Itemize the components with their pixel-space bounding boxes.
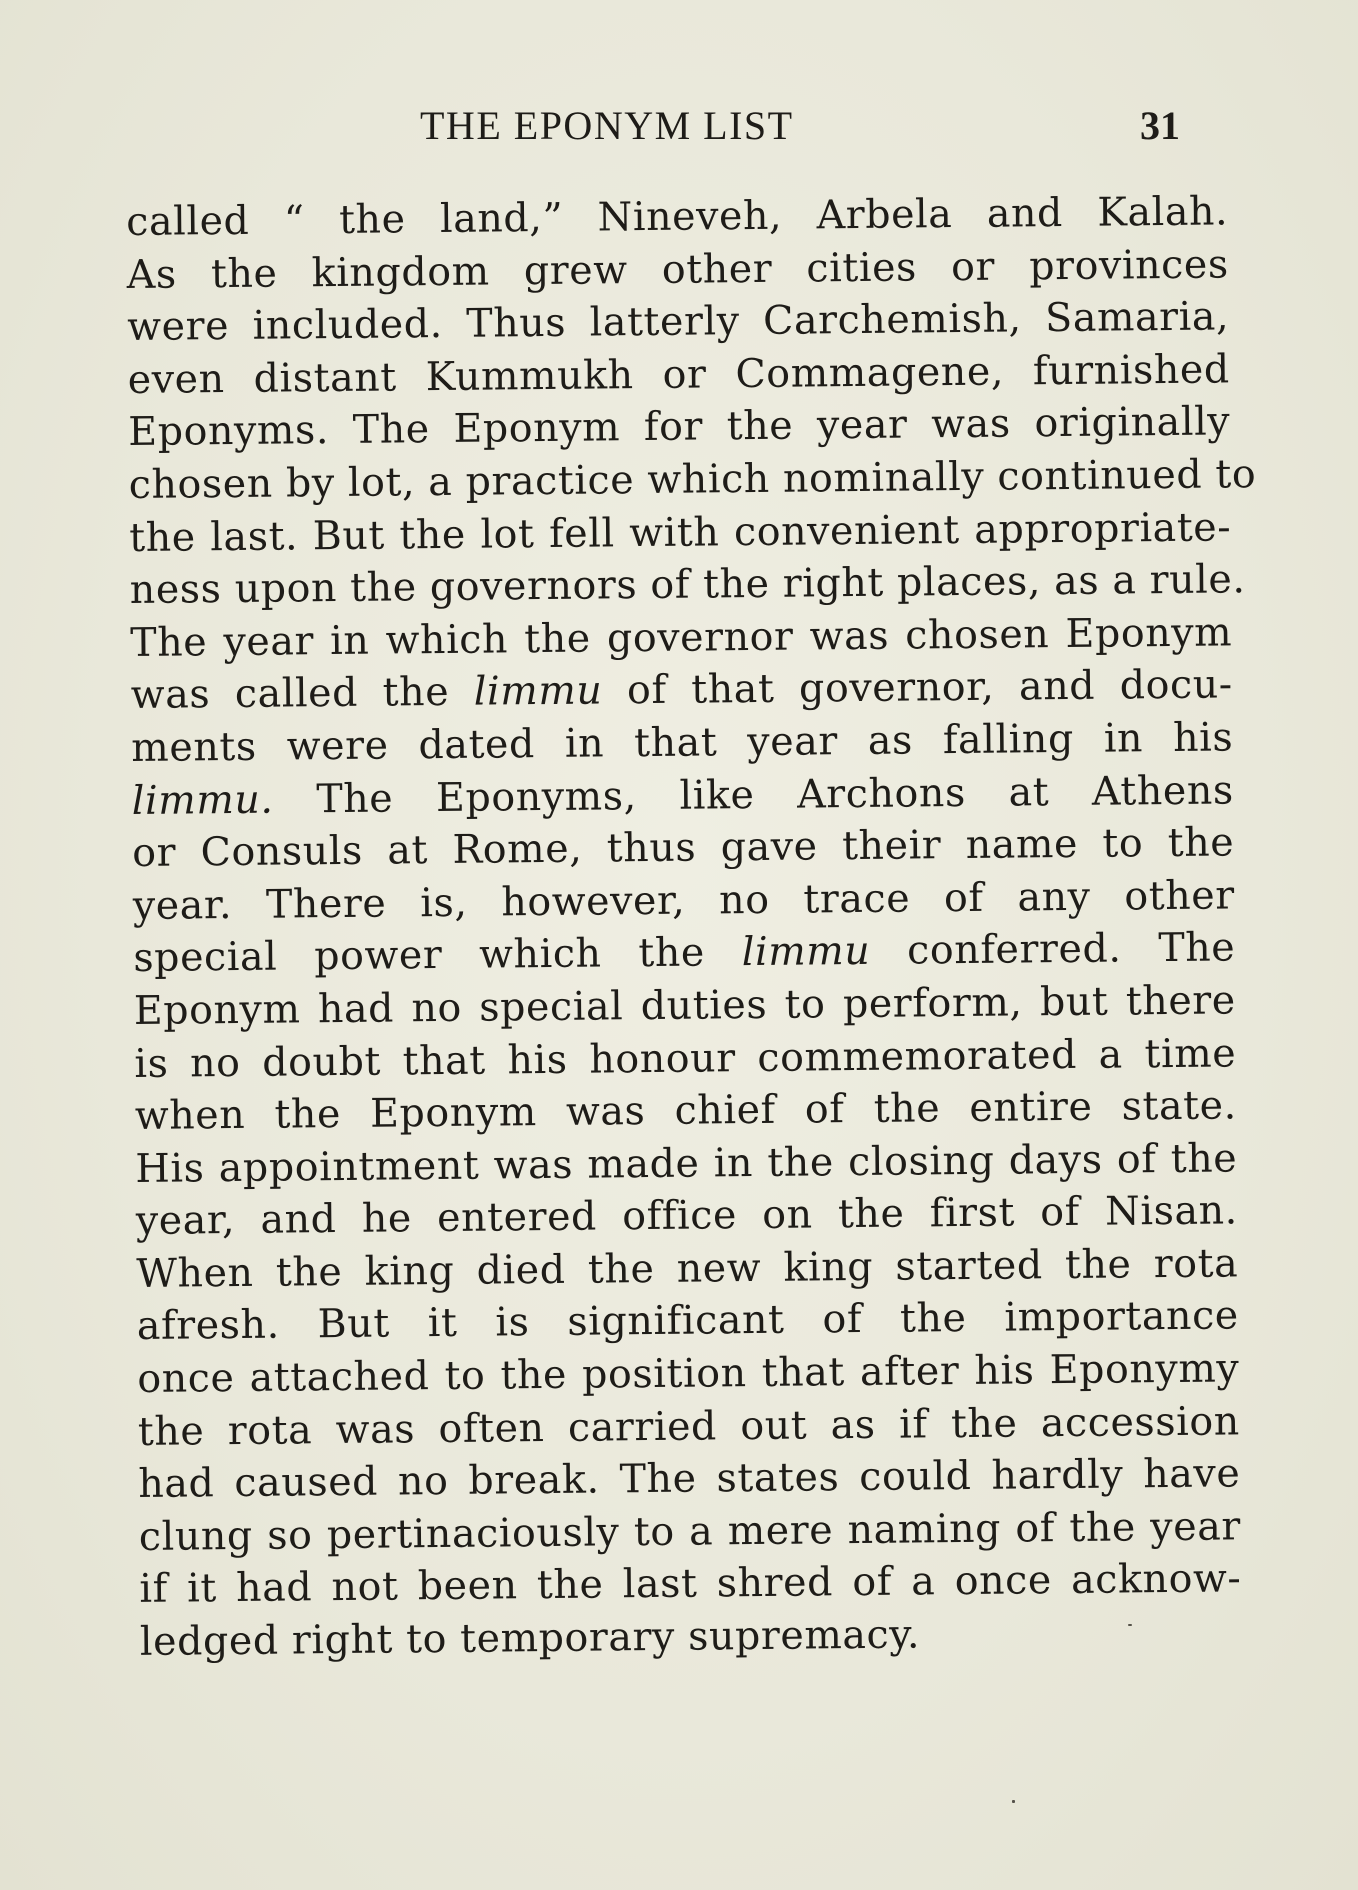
text-segment: ments were dated in that year as falling in his [131, 714, 1234, 771]
italic-term: limmu [473, 667, 603, 716]
text-segment: if it had not been the last shred of a once acknow- [139, 1555, 1242, 1613]
text-segment: conferred. The [870, 924, 1236, 975]
text-segment: Eponyms. The Eponym for the year was originally [128, 398, 1231, 456]
paper-speck [1128, 1624, 1132, 1626]
text-segment: were included. Thus latterly Carchemish, Samaria, [127, 293, 1230, 351]
text-segment: chosen by lot, a practice which nominally continued to [128, 451, 1257, 508]
text-segment: special power which the [133, 929, 742, 982]
text-line [140, 1605, 1242, 1668]
text-line [139, 1553, 1241, 1616]
text-segment: The Eponyms, like Archons at Athens [273, 766, 1234, 823]
running-title: THE EPONYM LIST [420, 103, 794, 148]
body-paragraph [126, 185, 1257, 1668]
page-header [0, 102, 1358, 162]
italic-term: limmu. [131, 776, 274, 824]
text-segment: year. There is, however, no trace of any other [132, 872, 1235, 929]
italic-term: limmu [741, 928, 871, 976]
text-segment: once attached to the position that after his Eponymy [137, 1345, 1240, 1403]
paper-speck [1012, 1800, 1015, 1803]
page-number: 31 [1140, 103, 1180, 148]
text-segment: had caused no break. The states could hardly have [138, 1450, 1241, 1508]
text-segment: His appointment was made in the closing days of the [135, 1135, 1238, 1192]
text-segment: Eponym had no special duties to perform, but there [133, 977, 1236, 1034]
text-segment: year, and he entered office on the first of Nisan. [135, 1187, 1239, 1245]
text-segment: called “ the land,” Nineveh, Arbela and Kalah. [126, 188, 1229, 245]
text-segment: when the Eponym was chief of the entire state. [134, 1082, 1238, 1140]
text-segment: ness upon the governors of the right places, as a rule. [129, 556, 1246, 614]
text-segment: afresh. But it is significant of the importance [136, 1292, 1240, 1350]
text-segment: clung so pertinaciously to a mere naming of the year [138, 1503, 1242, 1560]
text-segment: or Consuls at Rome, thus gave their name to the [132, 819, 1235, 877]
text-segment: ledged right to temporary supremacy. [139, 1611, 921, 1665]
text-segment: When the king died the new king started the rota [136, 1240, 1239, 1297]
text-segment: As the kingdom grew other cities or provinces [126, 241, 1229, 298]
text-segment: the last. But the lot fell with convenient appropriate- [129, 503, 1232, 561]
text-segment: the rota was often carried out as if the accession [137, 1398, 1241, 1455]
text-segment: is no doubt that his honour commemorated a time [134, 1029, 1237, 1087]
text-segment: of that governor, and docu- [602, 661, 1233, 714]
text-segment: was called the [130, 669, 475, 719]
text-segment: even distant Kummukh or Commagene, furnished [127, 346, 1230, 403]
text-segment: The year in which the governor was chosen Eponym [130, 609, 1233, 666]
